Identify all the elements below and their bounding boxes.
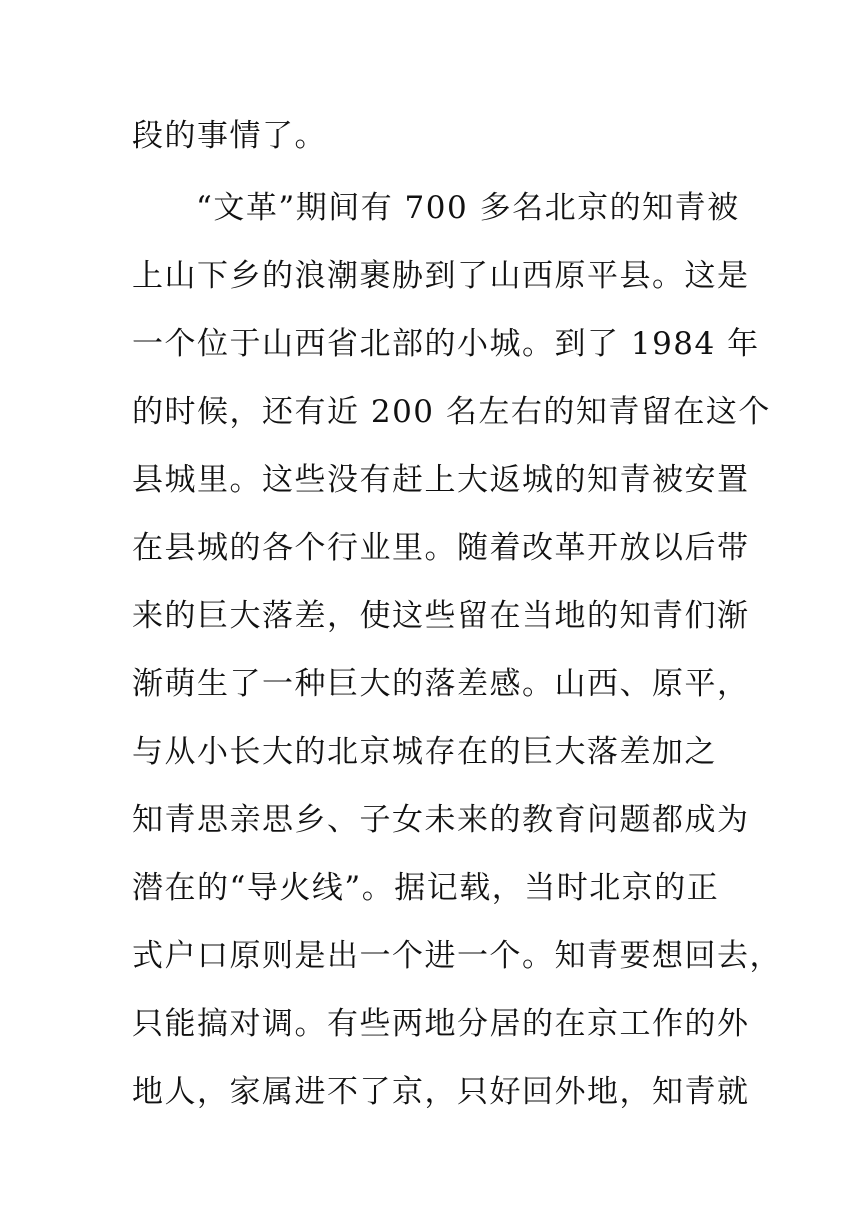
text-line: 地人，家属进不了京，只好回外地，知青就 — [132, 1074, 750, 1110]
text-line: 式户口原则是出一个进一个。知青要想回去， — [132, 938, 782, 974]
text-line: 渐萌生了一种巨大的落差感。山西、原平， — [132, 666, 750, 702]
text-line: 的时候，还有近 200 名左右的知青留在这个 — [132, 394, 771, 430]
text-line: 一个位于山西省北部的小城。到了 1984 年 — [132, 326, 760, 362]
text-line: 上山下乡的浪潮裹胁到了山西原平县。这是 — [132, 258, 750, 294]
text-line: 只能搞对调。有些两地分居的在京工作的外 — [132, 1006, 750, 1042]
text-line: 在县城的各个行业里。随着改革开放以后带 — [132, 530, 750, 566]
text-line: 知青思亲思乡、子女未来的教育问题都成为 — [132, 802, 750, 838]
text-line: 县城里。这些没有赶上大返城的知青被安置 — [132, 462, 750, 498]
text-line: 与从小长大的北京城存在的巨大落差加之 — [132, 734, 717, 770]
text-line: 潜在的“导火线”。据记载，当时北京的正 — [132, 870, 720, 906]
paragraph-first-line: “文革”期间有 700 多名北京的知青被 — [196, 190, 740, 226]
text-line: 段的事情了。 — [132, 118, 327, 154]
text-line: 来的巨大落差，使这些留在当地的知青们渐 — [132, 598, 750, 634]
